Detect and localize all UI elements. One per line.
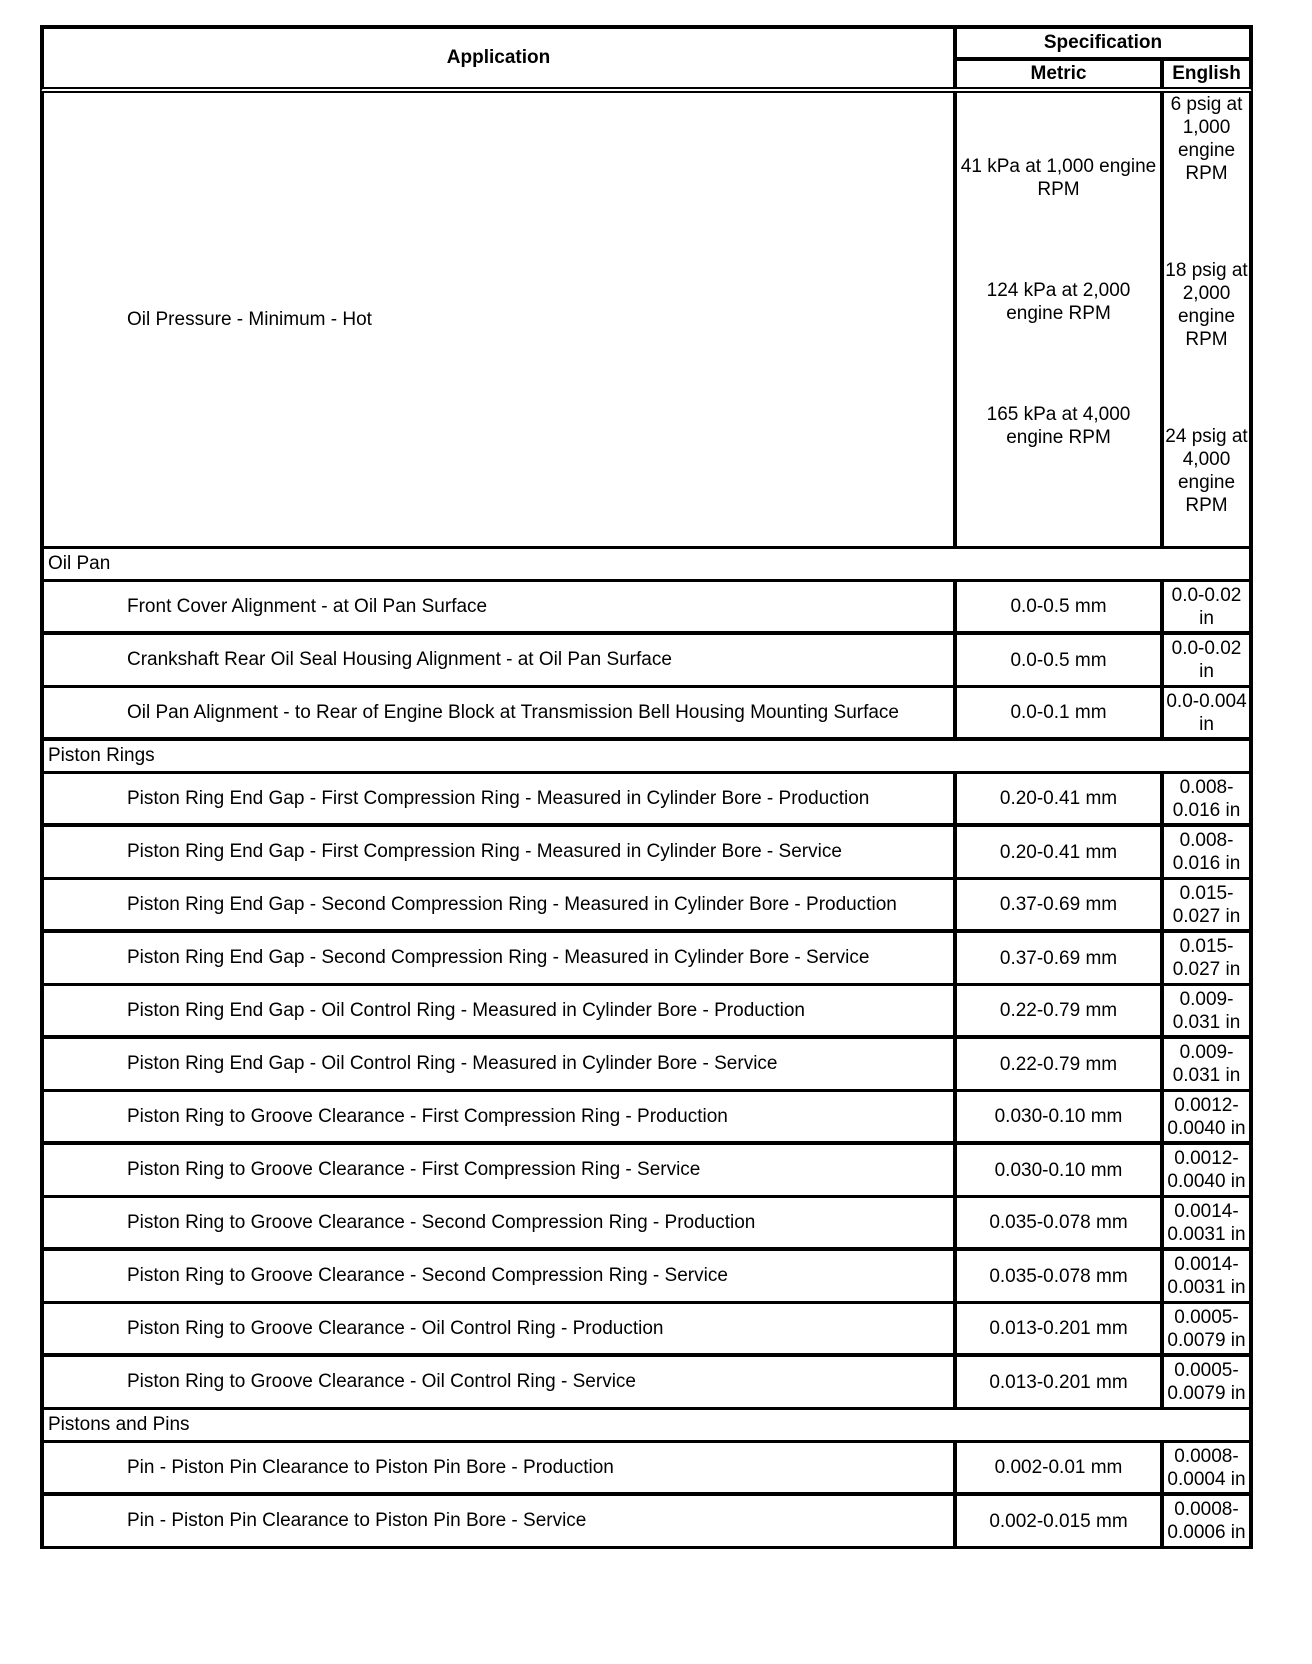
english-cell-text: 0.0014-0.0031 in [1167, 1200, 1246, 1245]
english-cell-text: 0.0008-0.0004 in [1167, 1445, 1246, 1490]
application-cell-text: Piston Ring End Gap - Second Compression Ring - Measured in Cylinder Bore - Service [127, 947, 870, 968]
metric-cell-text: 0.22-0.79 mm [999, 1053, 1118, 1075]
metric-cell [953, 933, 1160, 983]
specification-table [40, 25, 1253, 1549]
application-cell [44, 688, 953, 737]
metric-cell [953, 1251, 1160, 1301]
table-row [40, 1496, 1253, 1549]
application-cell-text: Front Cover Alignment - at Oil Pan Surface [127, 595, 488, 617]
table-header [40, 25, 1253, 93]
application-cell-text: Piston Ring to Groove Clearance - First Compression Ring - Production [127, 1105, 728, 1127]
application-cell [44, 1092, 953, 1141]
application-cell [44, 1145, 953, 1195]
table-row [40, 827, 1253, 880]
section-header [40, 741, 1253, 774]
application-cell-text: Piston Ring End Gap - First Compression Ring - Measured in Cylinder Bore - Production [127, 787, 870, 809]
table-row [40, 880, 1253, 933]
english-cell [1160, 1198, 1249, 1247]
table-row [40, 986, 1253, 1039]
header-english-label: English [1172, 63, 1241, 84]
application-cell [44, 933, 953, 983]
metric-cell-text: 0.013-0.201 mm [989, 1318, 1128, 1339]
metric-cell-text: 0.37-0.69 mm [999, 947, 1118, 969]
section-title: Piston Rings [48, 745, 155, 766]
application-cell-text: Piston Ring End Gap - Oil Control Ring - Measured in Cylinder Bore - Service [127, 1053, 778, 1074]
application-cell [44, 986, 953, 1035]
application-cell-text: Piston Ring to Groove Clearance - Second Compression Ring - Service [127, 1265, 728, 1286]
english-cell [1160, 688, 1249, 737]
header-specification [953, 29, 1249, 61]
application-cell-text: Pin - Piston Pin Clearance to Piston Pin Bore - Service [127, 1510, 587, 1531]
metric-cell-text: 0.22-0.79 mm [999, 1000, 1118, 1021]
application-cell [44, 1251, 953, 1301]
table-row [40, 1039, 1253, 1092]
header-specification-label: Specification [1043, 32, 1163, 53]
oil-pressure-english-2000: 18 psig at 2,000 engine RPM [1165, 260, 1248, 350]
table-row [40, 1443, 1253, 1496]
metric-cell [953, 1039, 1160, 1089]
english-cell [1160, 1251, 1249, 1301]
header-english [1160, 61, 1249, 87]
metric-cell [953, 986, 1160, 1035]
metric-cell [953, 827, 1160, 877]
table-row [40, 1092, 1253, 1145]
english-cell-text: 0.0-0.02 in [1171, 584, 1242, 629]
table-row [40, 1251, 1253, 1304]
application-cell-text: Piston Ring to Groove Clearance - Oil Control Ring - Service [127, 1371, 636, 1392]
metric-cell-text: 0.37-0.69 mm [999, 894, 1118, 915]
table-row [40, 1304, 1253, 1357]
application-cell [44, 635, 953, 685]
application-cell-text: Pin - Piston Pin Clearance to Piston Pin Bore - Production [127, 1456, 614, 1478]
english-cell-text: 0.0012-0.0040 in [1167, 1148, 1246, 1192]
table-row [40, 1357, 1253, 1410]
english-cell [1160, 986, 1249, 1035]
english-cell-text: 0.009-0.031 in [1172, 988, 1241, 1033]
english-cell-text: 0.015-0.027 in [1172, 936, 1241, 980]
metric-cell [953, 688, 1160, 737]
english-cell [1160, 635, 1249, 685]
english-cell-text: 0.0005-0.0079 in [1167, 1360, 1246, 1404]
metric-cell-text: 0.0-0.5 mm [1010, 649, 1107, 671]
header-application-label: Application [446, 47, 551, 68]
application-cell [44, 827, 953, 877]
metric-cell-text: 0.20-0.41 mm [999, 841, 1118, 863]
english-cell [1160, 1496, 1249, 1546]
application-cell-text: Piston Ring to Groove Clearance - First Compression Ring - Service [127, 1159, 701, 1180]
table-row [40, 774, 1253, 827]
english-cell [1160, 827, 1249, 877]
application-cell [44, 1496, 953, 1546]
metric-cell [953, 880, 1160, 929]
application-cell [44, 1039, 953, 1089]
metric-cell-text: 0.035-0.078 mm [989, 1265, 1128, 1287]
metric-cell [953, 1496, 1160, 1546]
application-cell [44, 582, 953, 631]
english-cell-text: 0.0005-0.0079 in [1167, 1306, 1246, 1351]
oil-pressure-application-text: Oil Pressure - Minimum - Hot [127, 308, 372, 330]
metric-cell-text: 0.002-0.01 mm [994, 1457, 1123, 1478]
english-cell [1160, 1145, 1249, 1195]
table-row [40, 933, 1253, 986]
metric-cell-text: 0.013-0.201 mm [989, 1371, 1128, 1393]
english-cell-text: 0.0-0.02 in [1171, 638, 1242, 682]
english-cell-text: 0.0012-0.0040 in [1167, 1094, 1246, 1139]
table-row [40, 1198, 1253, 1251]
metric-cell [953, 1092, 1160, 1141]
application-cell [44, 1198, 953, 1247]
metric-cell [953, 1443, 1160, 1492]
metric-cell [953, 1145, 1160, 1195]
application-cell-text: Piston Ring to Groove Clearance - Oil Control Ring - Production [127, 1317, 664, 1339]
metric-cell-text: 0.035-0.078 mm [989, 1212, 1128, 1233]
english-cell [1160, 1357, 1249, 1407]
english-cell-text: 0.0008-0.0006 in [1167, 1499, 1246, 1543]
application-cell-text: Piston Ring to Groove Clearance - Second Compression Ring - Production [127, 1211, 756, 1233]
table-row-oil-pressure [40, 93, 1253, 549]
table-row [40, 688, 1253, 741]
application-cell [44, 1304, 953, 1353]
application-cell [44, 880, 953, 929]
oil-pressure-application [44, 93, 953, 546]
table-row [40, 635, 1253, 688]
oil-pressure-english [1160, 93, 1249, 546]
section-title: Pistons and Pins [48, 1414, 190, 1435]
english-cell-text: 0.0-0.004 in [1166, 690, 1247, 735]
table-row [40, 582, 1253, 635]
application-cell-text: Piston Ring End Gap - Second Compression Ring - Measured in Cylinder Bore - Production [127, 893, 897, 915]
header-application [44, 29, 953, 87]
header-metric [953, 61, 1160, 87]
oil-pressure-metric-4000: 165 kPa at 4,000 engine RPM [986, 404, 1131, 448]
application-cell-text: Crankshaft Rear Oil Seal Housing Alignment - at Oil Pan Surface [127, 649, 672, 670]
application-cell [44, 1443, 953, 1492]
metric-cell [953, 774, 1160, 823]
english-cell-text: 0.009-0.031 in [1172, 1042, 1241, 1086]
application-cell [44, 774, 953, 823]
english-cell-text: 0.0014-0.0031 in [1167, 1254, 1246, 1298]
metric-cell-text: 0.030-0.10 mm [994, 1159, 1123, 1181]
section-header [40, 549, 1253, 582]
english-cell [1160, 774, 1249, 823]
english-cell-text: 0.008-0.016 in [1172, 830, 1241, 874]
english-cell [1160, 1039, 1249, 1089]
metric-cell [953, 1304, 1160, 1353]
oil-pressure-metric [953, 93, 1160, 546]
metric-cell [953, 635, 1160, 685]
metric-cell [953, 1198, 1160, 1247]
english-cell [1160, 582, 1249, 631]
header-metric-label: Metric [1030, 63, 1087, 84]
metric-cell [953, 1357, 1160, 1407]
metric-cell-text: 0.0-0.5 mm [1010, 596, 1107, 617]
oil-pressure-metric-2000: 124 kPa at 2,000 engine RPM [986, 280, 1131, 324]
table-row [40, 1145, 1253, 1198]
section-title: Oil Pan [48, 553, 111, 574]
english-cell-text: 0.008-0.016 in [1172, 776, 1241, 821]
oil-pressure-english-4000: 24 psig at 4,000 engine RPM [1165, 426, 1248, 516]
metric-cell-text: 0.002-0.015 mm [989, 1510, 1128, 1532]
english-cell [1160, 933, 1249, 983]
oil-pressure-english-1000: 6 psig at 1,000 engine RPM [1170, 94, 1243, 184]
metric-cell-text: 0.030-0.10 mm [994, 1106, 1123, 1127]
metric-cell-text: 0.0-0.1 mm [1010, 702, 1107, 723]
english-cell [1160, 880, 1249, 929]
english-cell-text: 0.015-0.027 in [1172, 882, 1241, 927]
section-header [40, 1410, 1253, 1443]
english-cell [1160, 1304, 1249, 1353]
application-cell-text: Piston Ring End Gap - Oil Control Ring - Measured in Cylinder Bore - Production [127, 999, 805, 1021]
application-cell [44, 1357, 953, 1407]
metric-cell-text: 0.20-0.41 mm [999, 788, 1118, 809]
english-cell [1160, 1092, 1249, 1141]
application-cell-text: Oil Pan Alignment - to Rear of Engine Block at Transmission Bell Housing Mounting Surface [127, 701, 899, 723]
application-cell-text: Piston Ring End Gap - First Compression Ring - Measured in Cylinder Bore - Service [127, 841, 842, 862]
english-cell [1160, 1443, 1249, 1492]
metric-cell [953, 582, 1160, 631]
oil-pressure-metric-1000: 41 kPa at 1,000 engine RPM [960, 156, 1157, 200]
